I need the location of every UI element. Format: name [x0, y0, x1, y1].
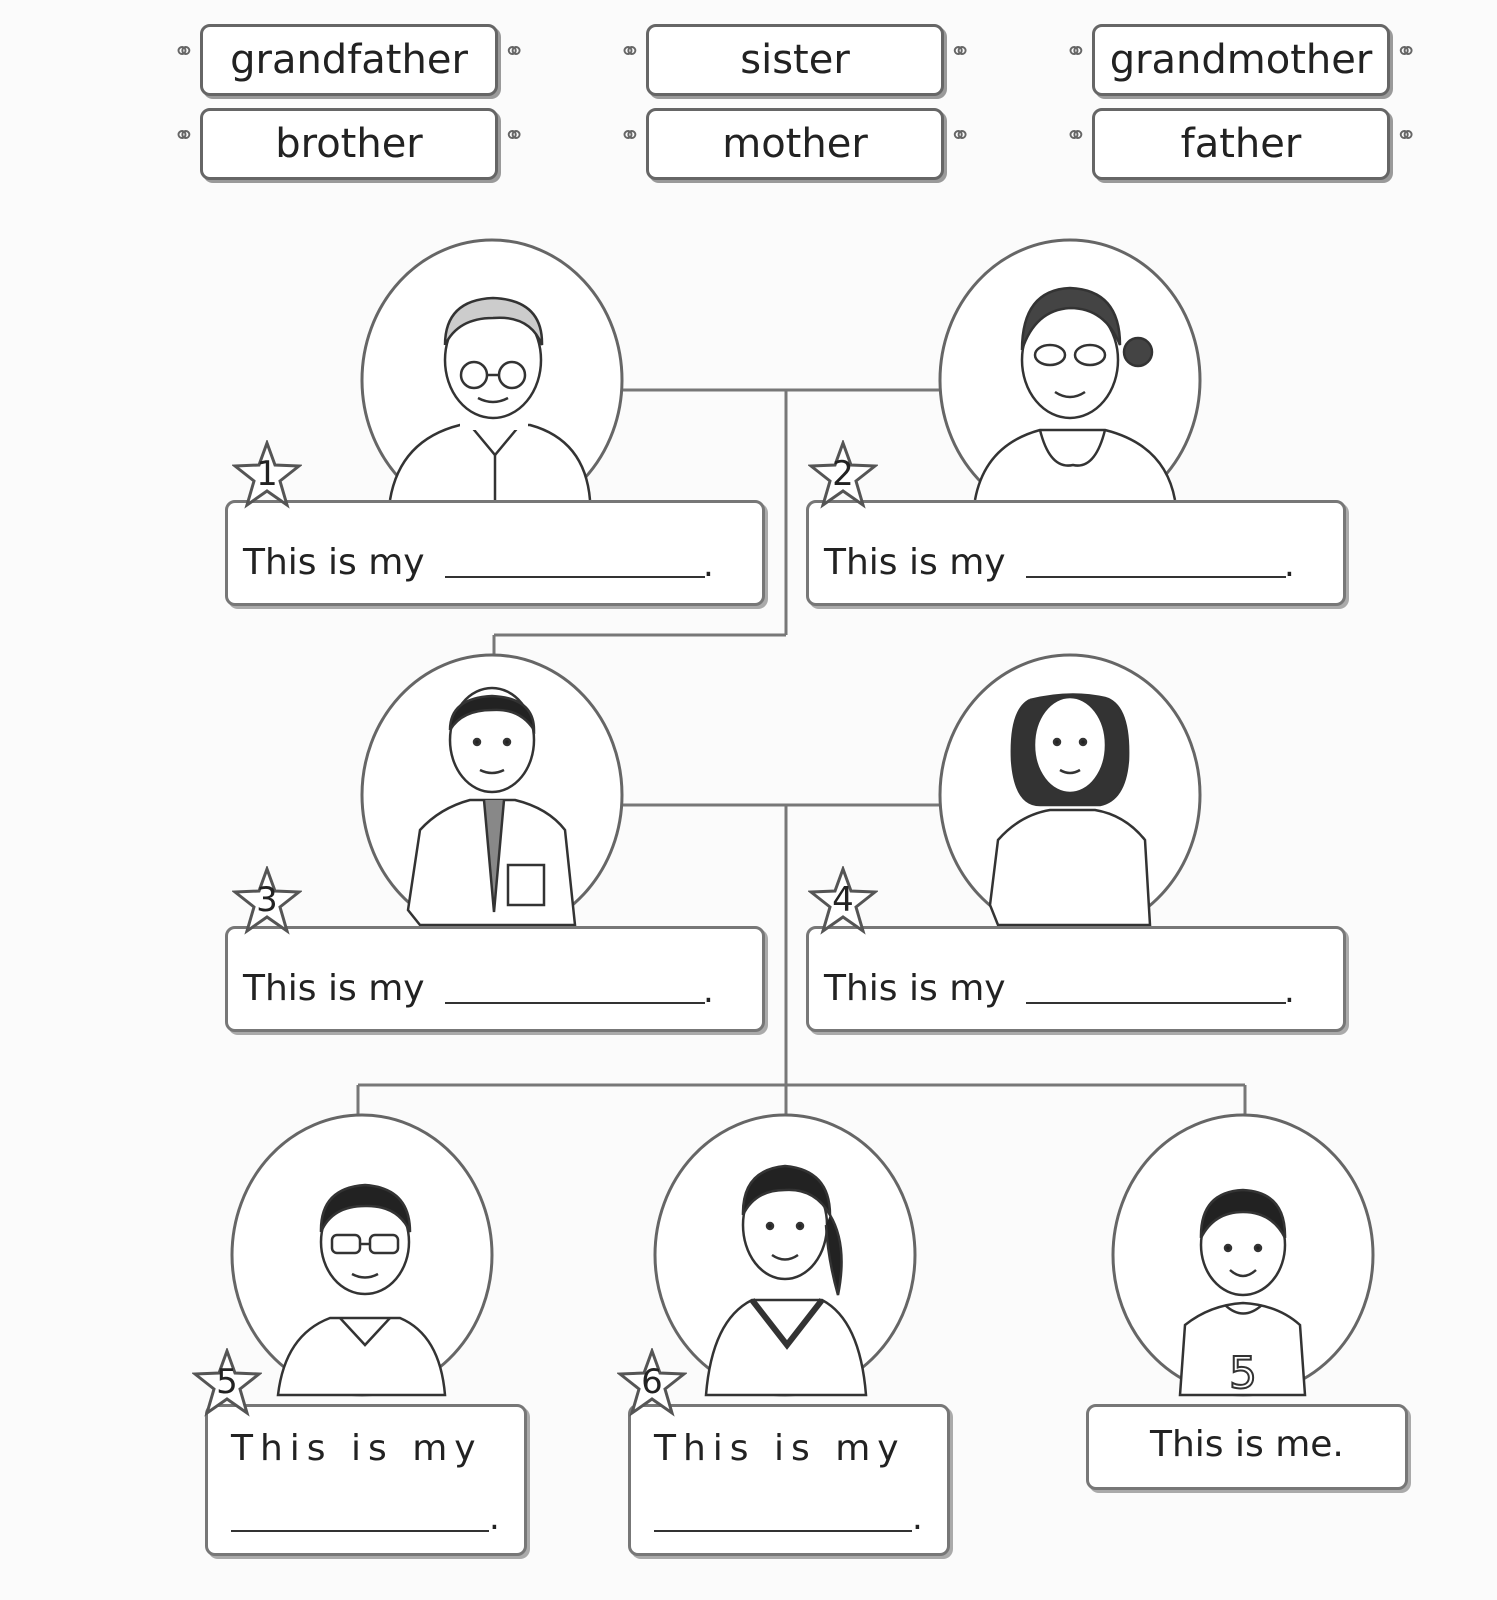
item-number: 5: [216, 1362, 238, 1402]
item-number: 1: [256, 454, 278, 494]
item-number: 2: [832, 454, 854, 494]
sentence-stem: This is my: [243, 542, 425, 583]
item-number-star: [808, 866, 878, 936]
portrait-grandmother: [940, 240, 1200, 520]
sentence-period: .: [489, 1498, 500, 1538]
portrait-sister: [655, 1115, 915, 1395]
word-chip-label: sister: [740, 37, 850, 83]
answer-blank-2[interactable]: [1026, 576, 1286, 578]
item-number-star: [232, 866, 302, 936]
word-chip-label: brother: [275, 121, 423, 167]
svg-text:5: 5: [1229, 1348, 1257, 1399]
chain-icon: ⚭: [503, 37, 525, 67]
answer-blank-1[interactable]: [445, 576, 705, 578]
portrait-father: [362, 655, 622, 935]
item-number-star: [192, 1348, 262, 1418]
me-label: This is me.: [1150, 1424, 1344, 1465]
answer-box-5: [205, 1404, 527, 1556]
answer-blank-5[interactable]: [231, 1530, 489, 1532]
sentence-period: .: [1284, 545, 1295, 585]
chain-icon: ⚭: [619, 121, 641, 151]
item-number-star: [617, 1348, 687, 1418]
word-chip-label: grandfather: [230, 37, 468, 83]
chain-icon: ⚭: [1395, 121, 1417, 151]
chain-icon: ⚭: [1395, 37, 1417, 67]
chain-icon: ⚭: [173, 37, 195, 67]
item-number: 3: [256, 880, 278, 920]
portrait-grandfather: [362, 240, 622, 520]
chain-icon: ⚭: [173, 121, 195, 151]
item-number: 4: [832, 880, 854, 920]
item-number-star: [808, 440, 878, 510]
answer-blank-4[interactable]: [1026, 1002, 1286, 1004]
portrait-me: [1113, 1115, 1373, 1399]
answer-box-6: [628, 1404, 950, 1556]
sentence-period: .: [912, 1498, 923, 1538]
sentence-stem: This is my: [231, 1428, 483, 1469]
chain-icon: ⚭: [619, 37, 641, 67]
sentence-period: .: [703, 971, 714, 1011]
word-chip-label: grandmother: [1109, 37, 1373, 83]
answer-blank-3[interactable]: [445, 1002, 705, 1004]
chain-icon: ⚭: [949, 121, 971, 151]
sentence-stem: This is my: [654, 1428, 906, 1469]
word-chip-label: father: [1180, 121, 1302, 167]
chain-icon: ⚭: [1065, 121, 1087, 151]
word-chip-label: mother: [722, 121, 868, 167]
chain-icon: ⚭: [1065, 37, 1087, 67]
sentence-stem: This is my: [824, 542, 1006, 583]
chain-icon: ⚭: [503, 121, 525, 151]
item-number-star: [232, 440, 302, 510]
chain-icon: ⚭: [949, 37, 971, 67]
sentence-stem: This is my: [824, 968, 1006, 1009]
sentence-period: .: [703, 545, 714, 585]
sentence-period: .: [1284, 971, 1295, 1011]
portrait-brother: [232, 1115, 492, 1395]
answer-blank-6[interactable]: [654, 1530, 912, 1532]
item-number: 6: [641, 1362, 663, 1402]
portrait-mother: [940, 655, 1200, 935]
sentence-stem: This is my: [243, 968, 425, 1009]
